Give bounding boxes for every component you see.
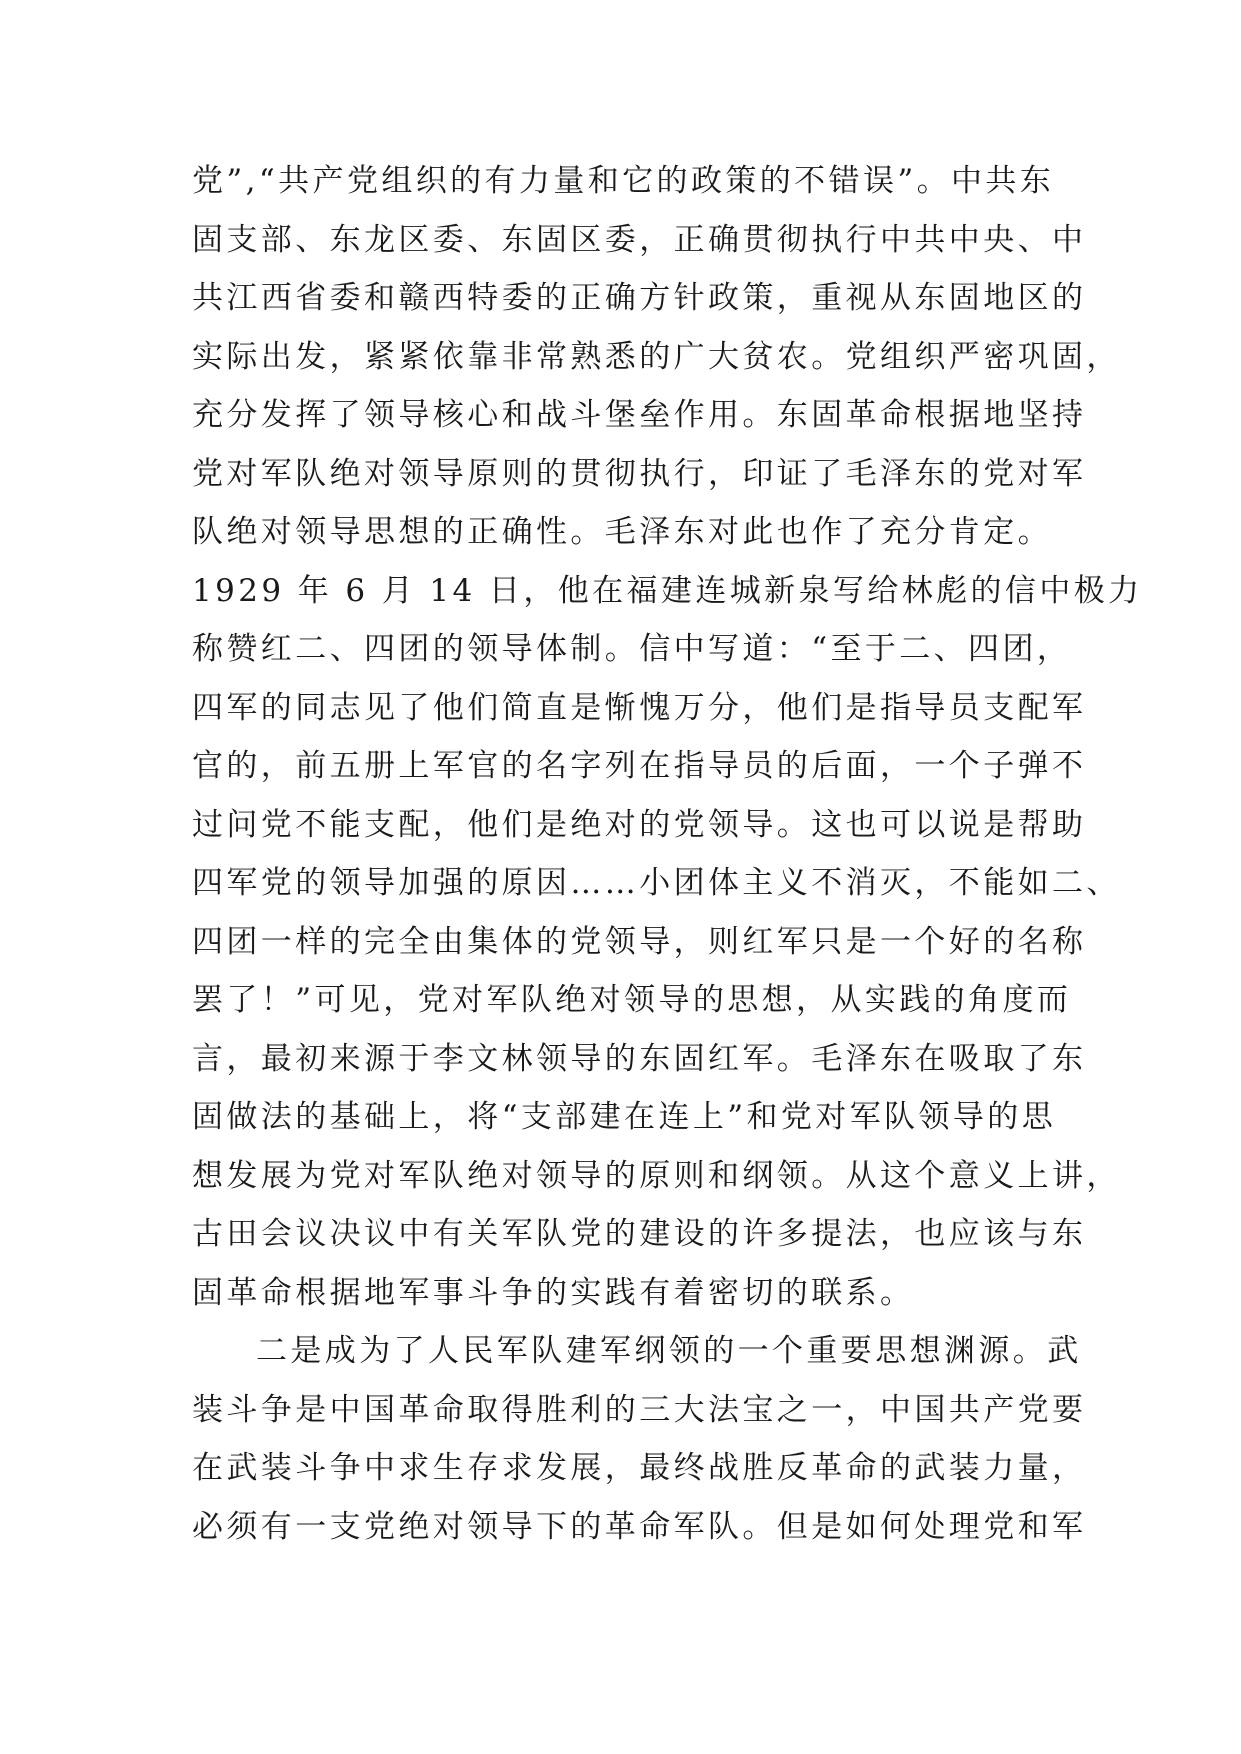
text-line: 党对军队绝对领导原则的贯彻执行，印证了毛泽东的党对军 (192, 455, 1087, 492)
text-line: 固支部、东龙区委、东固区委，正确贯彻执行中共中央、中 (192, 221, 1087, 258)
text-line: 充分发挥了领导核心和战斗堡垒作用。东固革命根据地坚持 (192, 397, 1087, 433)
text-line: 古田会议决议中有关军队党的建设的许多提法，也应该与东 (192, 1216, 1087, 1252)
text-line: 言，最初来源于李文林领导的东固红军。毛泽东在吸取了东 (192, 1040, 1087, 1077)
text-line: 装斗争是中国革命取得胜利的三大法宝之一，中国共产党要 (192, 1391, 1087, 1428)
text-line: 党”,“共产党组织的有力量和它的政策的不错误”。中共东 (192, 163, 1055, 199)
paragraph-last-line: 固革命根据地军事斗争的实践有着密切的联系。 (192, 1274, 915, 1311)
text-line: 队绝对领导思想的正确性。毛泽东对此也作了充分肯定。 (192, 514, 1052, 550)
text-line: 四军党的领导加强的原因……小团体主义不消灭，不能如二、 (192, 865, 1121, 901)
text-line: 四团一样的完全由集体的党领导，则红军只是一个好的名称 (192, 923, 1087, 960)
body-text (192, 152, 1143, 1556)
text-line: 官的，前五册上军官的名字列在指导员的后面，一个子弹不 (192, 748, 1087, 784)
text-line: 固做法的基础上，将“支部建在连上”和党对军队领导的思 (192, 1099, 1057, 1135)
text-line: 1929 年 6 月 14 日，他在福建连城新泉写给林彪的信中极力 (192, 572, 1143, 609)
paragraph-first-line: 二是成为了人民军队建军纲领的一个重要思想渊源。武 (256, 1333, 1082, 1369)
text-line: 在武装斗争中求生存求发展，最终战胜反革命的武装力量， (192, 1450, 1087, 1486)
text-line: 想发展为党对军队绝对领导的原则和纲领。从这个意义上讲， (192, 1157, 1121, 1194)
text-line: 四军的同志见了他们简直是惭愧万分，他们是指导员支配军 (192, 689, 1087, 726)
text-line: 必须有一支党绝对领导下的革命军队。但是如何处理党和军 (192, 1508, 1087, 1545)
text-line: 共江西省委和赣西特委的正确方针政策，重视从东固地区的 (192, 280, 1087, 316)
text-line: 称赞红二、四团的领导体制。信中写道：“至于二、四团， (192, 631, 1072, 667)
text-line: 过问党不能支配，他们是绝对的党领导。这也可以说是帮助 (192, 806, 1087, 843)
text-line: 罢了！”可见，党对军队绝对领导的思想，从实践的角度而 (192, 982, 1072, 1018)
text-line: 实际出发，紧紧依靠非常熟悉的广大贫农。党组织严密巩固， (192, 338, 1121, 375)
